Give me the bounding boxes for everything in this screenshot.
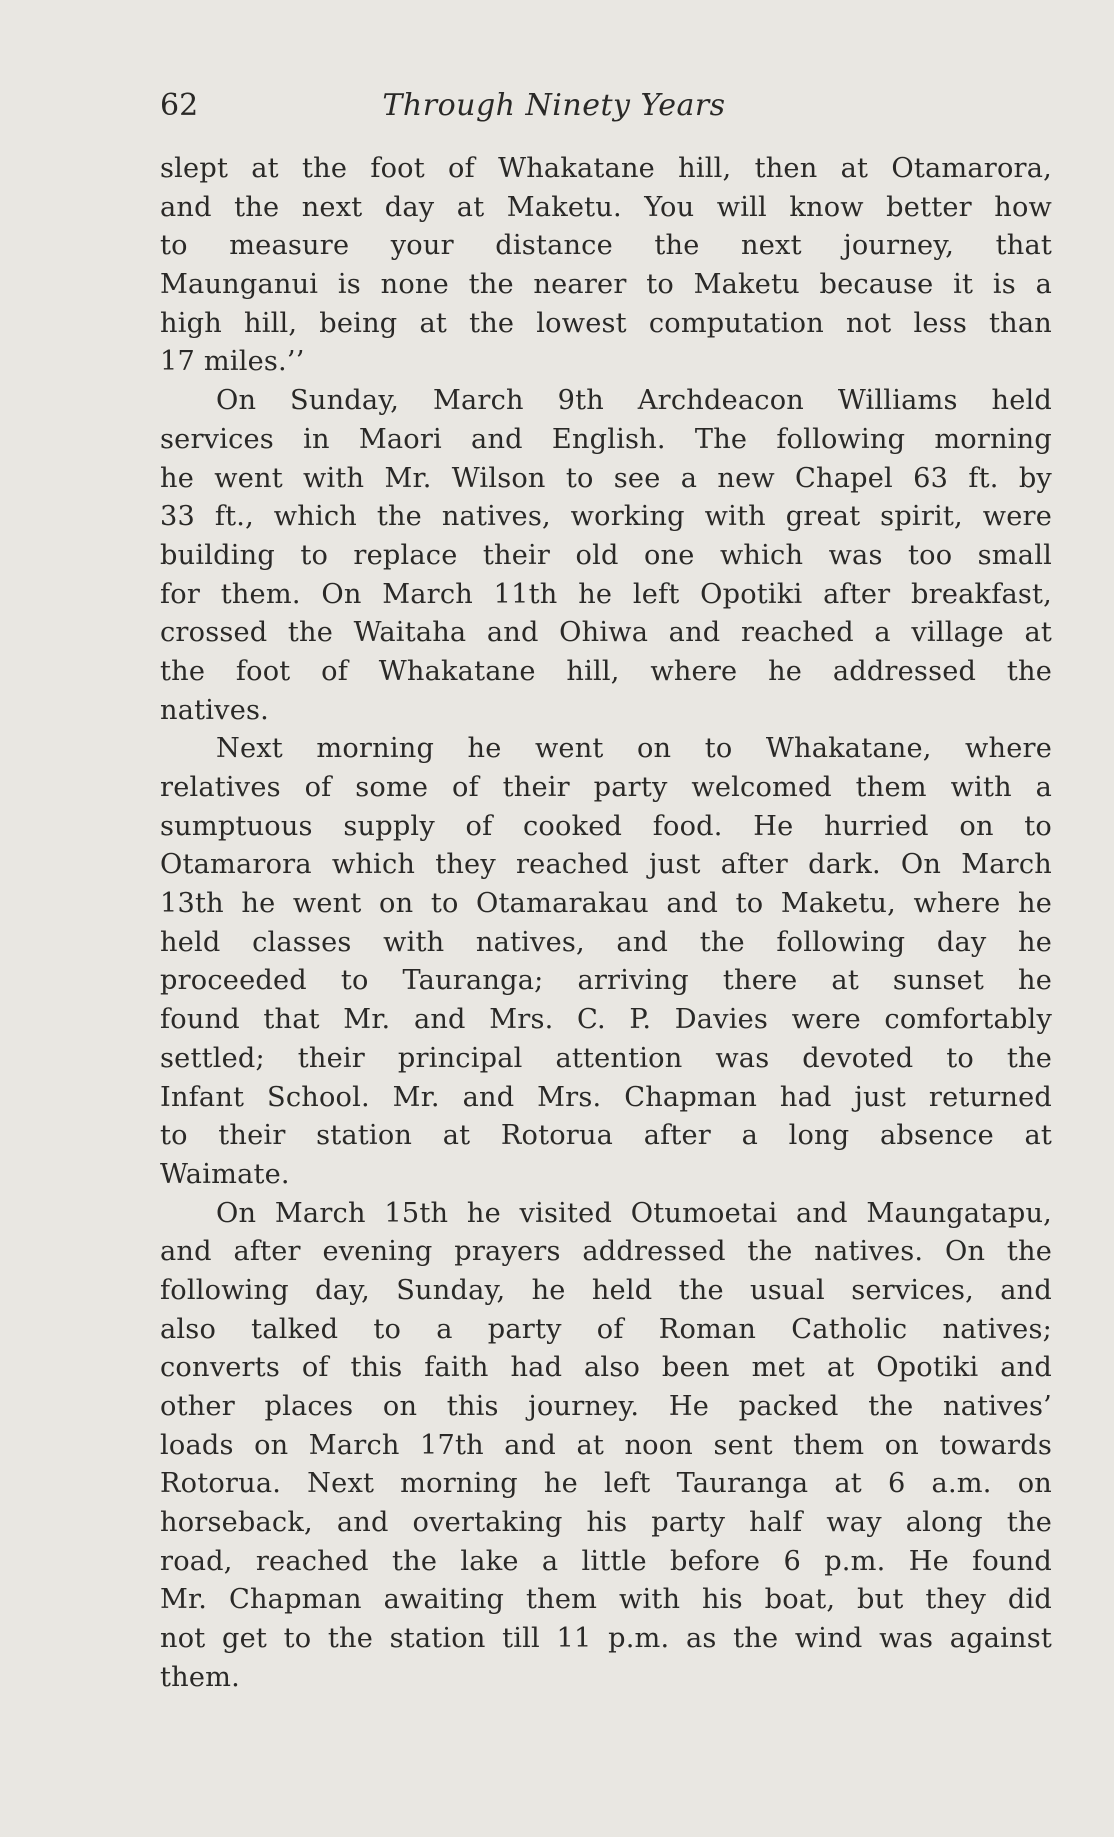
running-title: Through Ninety Years (382, 88, 726, 123)
page-header (160, 82, 948, 130)
text-line: loads on March 17th and at noon sent them on towards (160, 1429, 1052, 1461)
text-line: On Sunday, March 9th Archdeacon Williams held (216, 385, 1052, 417)
text-line: 13th he went on to Otamarakau and to Maketu, where he (160, 888, 1052, 920)
text-line: the foot of Whakatane hill, where he addressed the (160, 655, 1052, 687)
text-line: them. (160, 1661, 240, 1693)
text-line: other places on this journey. He packed the natives’ (160, 1391, 1052, 1422)
text-line: services in Maori and English. The following morning (160, 423, 1052, 455)
text-line: Otamarora which they reached just after dark. On March (160, 849, 1052, 881)
text-line: to measure your distance the next journey, that (160, 230, 1052, 262)
text-line: converts of this faith had also been met at Opotiki and (160, 1352, 1052, 1384)
text-line: 17 miles.’’ (160, 346, 305, 378)
text-line: also talked to a party of Roman Catholic natives; (160, 1313, 1052, 1345)
text-line: On March 15th he visited Otumoetai and Maungatapu, (216, 1197, 1052, 1229)
text-line: sumptuous supply of cooked food. He hurried on to (160, 810, 1052, 842)
text-line: following day, Sunday, he held the usual services, and (160, 1274, 1052, 1306)
text-line: to their station at Rotorua after a long absence at (160, 1120, 1052, 1152)
text-line: not get to the station till 11 p.m. as the wind was against (160, 1623, 1052, 1655)
text-line: Waimate. (160, 1158, 290, 1190)
text-line: road, reached the lake a little before 6 p.m. He found (160, 1545, 1052, 1577)
text-line: natives. (160, 694, 269, 726)
body-text (160, 150, 1052, 1698)
text-line: Maunganui is none the nearer to Maketu because it is a (160, 269, 1052, 301)
text-line: slept at the foot of Whakatane hill, then at Otamarora, (160, 153, 1052, 184)
text-line: and the next day at Maketu. You will know better how (160, 191, 1052, 223)
text-line: crossed the Waitaha and Ohiwa and reached a village at (160, 617, 1052, 649)
page-number: 62 (160, 88, 199, 123)
text-line: horseback, and overtaking his party half way along the (160, 1507, 1052, 1539)
text-line: settled; their principal attention was devoted to the (160, 1042, 1052, 1074)
text-line: found that Mr. and Mrs. C. P. Davies were comfortably (160, 1004, 1052, 1036)
text-line: 33 ft., which the natives, working with great spirit, were (160, 501, 1052, 533)
text-line: Infant School. Mr. and Mrs. Chapman had just returned (160, 1081, 1052, 1113)
text-line: held classes with natives, and the following day he (160, 926, 1052, 958)
text-line: Rotorua. Next morning he left Tauranga at 6 a.m. on (160, 1468, 1052, 1500)
text-line: proceeded to Tauranga; arriving there at sunset he (160, 965, 1052, 997)
text-line: high hill, being at the lowest computation not less than (160, 307, 1052, 339)
text-line: building to replace their old one which was too small (160, 539, 1052, 571)
text-line: relatives of some of their party welcomed them with a (160, 772, 1052, 803)
text-line: Next morning he went on to Whakatane, where (216, 733, 1052, 765)
text-line: for them. On March 11th he left Opotiki after breakfast, (160, 578, 1052, 610)
text-line: he went with Mr. Wilson to see a new Chapel 63 ft. by (160, 462, 1052, 494)
text-line: Mr. Chapman awaiting them with his boat, but they did (160, 1584, 1052, 1616)
text-line: and after evening prayers addressed the natives. On the (160, 1236, 1052, 1268)
